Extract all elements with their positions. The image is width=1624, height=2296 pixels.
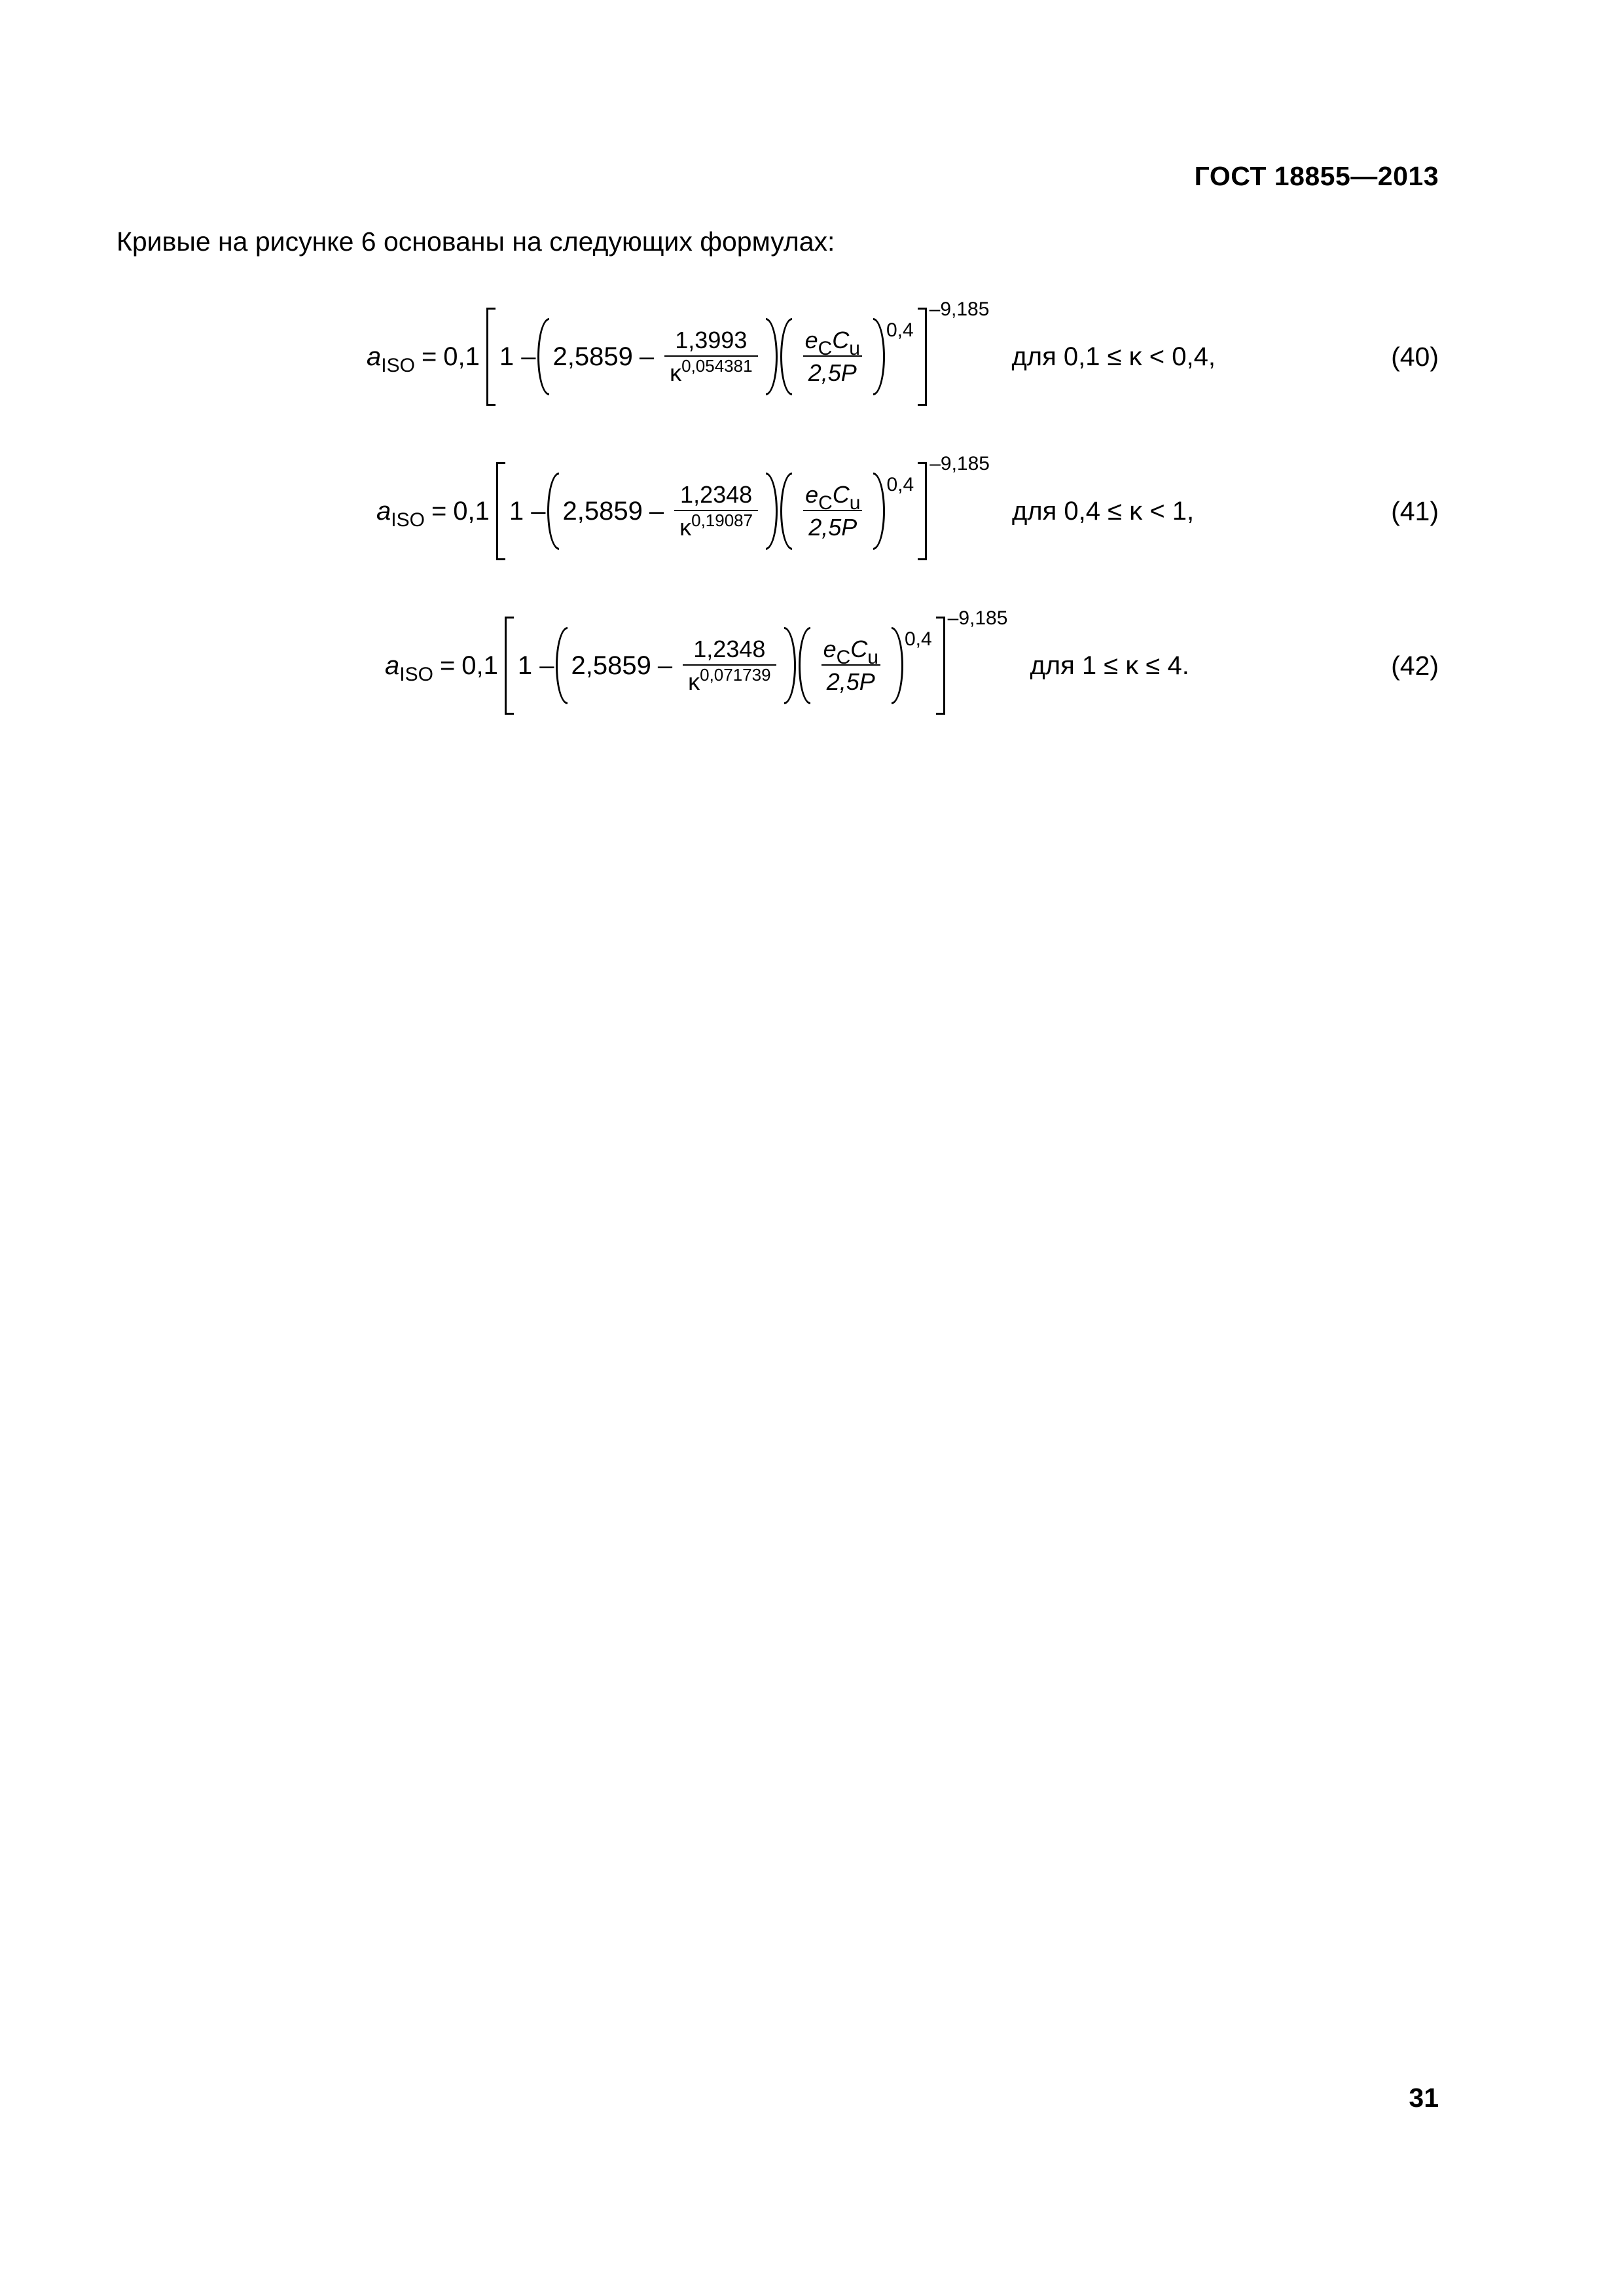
fraction-numerator: 1,2348 <box>693 636 766 662</box>
equals-sign: = <box>431 496 447 526</box>
lhs-symbol: a <box>367 342 382 371</box>
right-paren <box>892 627 903 704</box>
minus-sign: – <box>657 651 673 680</box>
equation-number: (40) <box>1391 342 1439 372</box>
cu-subscript: u <box>849 492 861 514</box>
fraction-denominator <box>674 510 758 541</box>
inner-exponent: 0,4 <box>904 628 932 650</box>
outer-exponent: –9,185 <box>929 298 990 320</box>
lhs-symbol: a <box>376 496 391 526</box>
coefficient: 0,1 <box>443 342 480 371</box>
ec-symbol: e <box>805 481 819 508</box>
cu-subscript: u <box>867 647 878 668</box>
left-paren <box>780 318 792 395</box>
inner-exponent: 0,4 <box>886 319 914 341</box>
right-bracket <box>936 617 945 715</box>
formula <box>385 607 1189 715</box>
left-paren <box>780 473 792 550</box>
fraction-denominator <box>664 355 757 387</box>
right-paren <box>766 473 778 550</box>
equals-sign: = <box>439 651 456 680</box>
one-minus: 1 – <box>509 496 546 526</box>
right-paren <box>784 627 796 704</box>
kappa-fraction <box>674 481 758 541</box>
kappa-exponent: 0,071739 <box>700 665 771 685</box>
fraction-numerator: 1,2348 <box>680 481 753 508</box>
cu-symbol: C <box>832 481 850 508</box>
left-bracket <box>496 462 505 560</box>
one-minus: 1 – <box>499 342 536 371</box>
equals-sign: = <box>421 342 437 371</box>
left-paren <box>799 627 810 704</box>
ec-subscript: C <box>818 492 833 514</box>
fraction-denominator: 2,5P <box>821 664 880 696</box>
condition-text: для 1 ≤ κ ≤ 4. <box>1030 651 1189 680</box>
cu-subscript: u <box>849 338 860 359</box>
fraction-denominator: 2,5P <box>803 355 862 387</box>
constant: 2,5859 <box>552 342 633 371</box>
constant: 2,5859 <box>571 651 651 680</box>
fraction-numerator: 1,3993 <box>675 327 748 353</box>
ec-symbol: e <box>823 636 837 662</box>
formula <box>376 453 1195 560</box>
cu-symbol: C <box>832 327 850 353</box>
minus-sign: – <box>639 342 655 371</box>
ec-subscript: C <box>818 338 833 359</box>
right-paren <box>873 473 885 550</box>
lhs-subscript: ISO <box>399 664 433 685</box>
ec-symbol: e <box>804 327 818 353</box>
right-paren <box>873 318 885 395</box>
intro-paragraph: Кривые на рисунке 6 основаны на следующих формулах: <box>117 226 835 257</box>
inner-exponent: 0,4 <box>886 474 914 495</box>
coefficient: 0,1 <box>453 496 490 526</box>
left-paren <box>547 473 559 550</box>
lhs-symbol: a <box>385 651 400 680</box>
lhs-subscript: ISO <box>391 509 425 531</box>
kappa-symbol: κ <box>679 514 692 541</box>
kappa-symbol: κ <box>688 668 700 695</box>
formula <box>367 298 1216 406</box>
fraction-numerator <box>800 327 865 359</box>
minus-sign: – <box>649 496 664 526</box>
cu-symbol: C <box>850 636 868 662</box>
left-paren <box>537 318 549 395</box>
ratio-fraction <box>800 327 865 387</box>
equation-number: (41) <box>1391 496 1439 526</box>
left-bracket <box>486 308 496 406</box>
coefficient: 0,1 <box>461 651 498 680</box>
kappa-fraction <box>683 636 776 696</box>
lhs-subscript: ISO <box>381 355 415 376</box>
ec-subscript: C <box>836 647 851 668</box>
ratio-fraction <box>800 481 865 541</box>
fraction-numerator <box>800 481 865 514</box>
document-header: ГОСТ 18855—2013 <box>1194 161 1439 191</box>
one-minus: 1 – <box>517 651 554 680</box>
kappa-exponent: 0,19087 <box>691 511 753 530</box>
condition-text: для 0,4 ≤ κ < 1, <box>1011 496 1195 526</box>
kappa-exponent: 0,054381 <box>681 356 753 376</box>
left-bracket <box>505 617 514 715</box>
fraction-numerator <box>818 636 884 668</box>
kappa-fraction <box>664 327 757 387</box>
right-paren <box>766 318 778 395</box>
right-bracket <box>918 462 927 560</box>
condition-text: для 0,1 ≤ κ < 0,4, <box>1011 342 1216 371</box>
page-number: 31 <box>1409 2083 1439 2113</box>
right-bracket <box>918 308 927 406</box>
fraction-denominator <box>683 664 776 696</box>
ratio-fraction <box>818 636 884 696</box>
outer-exponent: –9,185 <box>947 607 1008 629</box>
outer-exponent: –9,185 <box>929 453 990 475</box>
left-paren <box>556 627 568 704</box>
constant: 2,5859 <box>562 496 643 526</box>
fraction-denominator: 2,5P <box>803 510 862 541</box>
kappa-symbol: κ <box>670 359 682 386</box>
equation-number: (42) <box>1391 651 1439 681</box>
